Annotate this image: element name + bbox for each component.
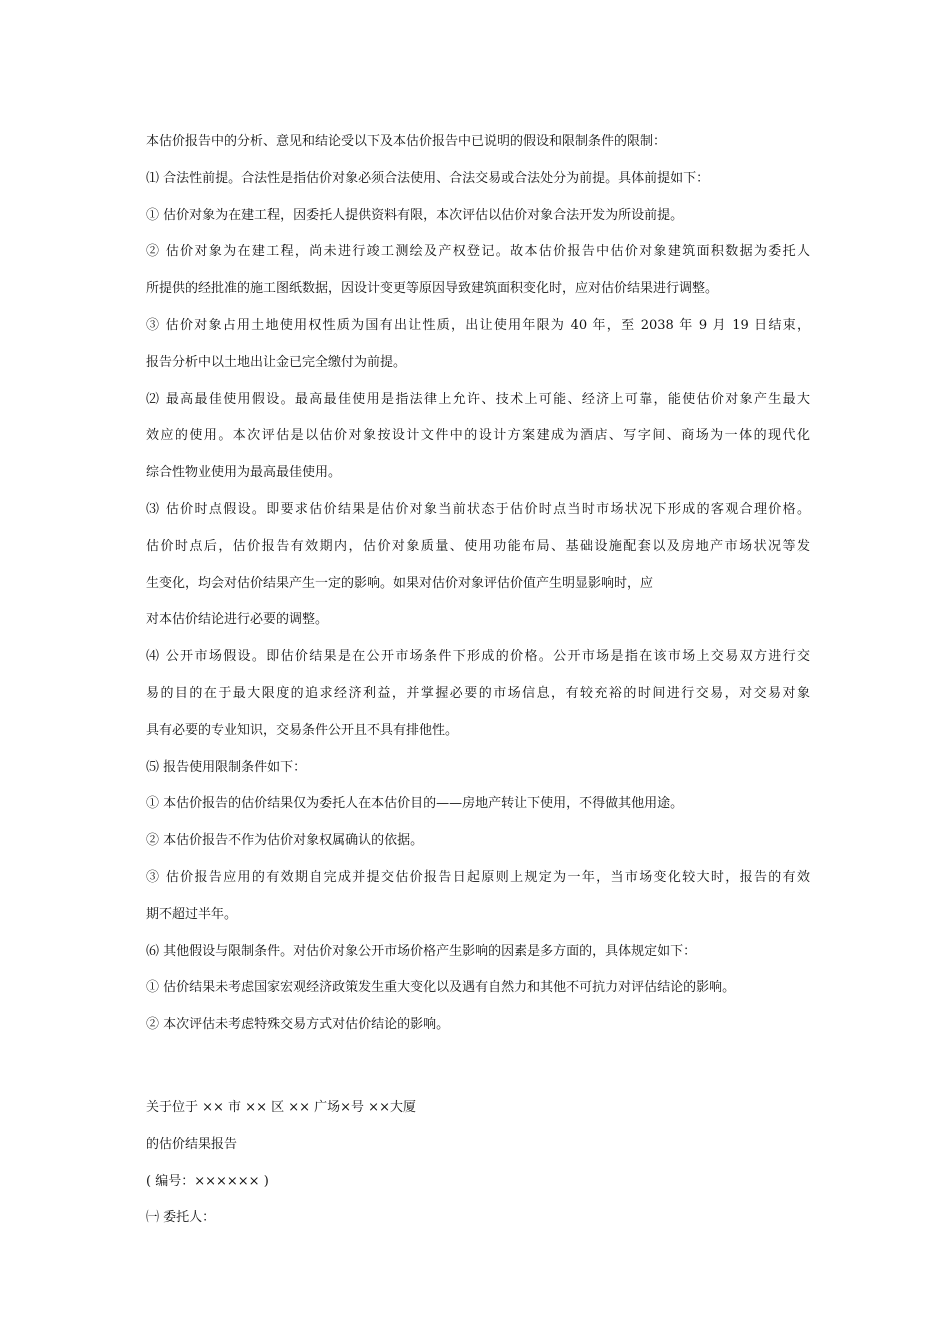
paragraph-line: ② 本估价报告不作为估价对象权属确认的依据。 [146,833,424,849]
paragraph-line: ⑸ 报告使用限制条件如下： [146,759,307,775]
paragraph-line: ① 估价结果未考虑国家宏观经济政策发生重大变化以及遇有自然力和其他不可抗力对评估结论的影响。 [146,980,736,996]
paragraph-line: 易的目的在于最大限度的追求经济利益，并掌握必要的市场信息，有较充裕的时间进行交易，对交易对象 [146,685,810,701]
paragraph-line: ② 本次评估未考虑特殊交易方式对估价结论的影响。 [146,1017,450,1033]
paragraph-line: 生变化，均会对估价结果产生一定的影响。如果对估价对象评估价值产生明显影响时，应 [146,575,654,591]
paragraph-line: 所提供的经批准的施工图纸数据，因设计变更等原因导致建筑面积变化时，应对估价结果进行调整。 [146,281,719,297]
paragraph-line: 效应的使用。本次评估是以估价对象按设计文件中的设计方案建成为酒店、写字间、商场为一体的现代化 [146,428,810,444]
paragraph-line: ② 估价对象为在建工程，尚未进行竣工测绘及产权登记。故本估价报告中估价对象建筑面积数据为委托人 [146,244,810,260]
paragraph-line: 综合性物业使用为最高最佳使用。 [146,465,342,481]
paragraph-line: 期不超过半年。 [146,906,238,922]
report-title-line-2: 的估价结果报告 [146,1136,238,1152]
paragraph-line: ⑴ 合法性前提。合法性是指估价对象必须合法使用、合法交易或合法处分为前提。具体前提如下： [146,170,710,186]
paragraph-line: 估价时点后，估价报告有效期内，估价对象质量、使用功能布局、基础设施配套以及房地产市场状况等发 [146,538,810,554]
intro-paragraph: 本估价报告中的分析、意见和结论受以下及本估价报告中已说明的假设和限制条件的限制： [146,134,667,149]
paragraph-line: 具有必要的专业知识，交易条件公开且不具有排他性。 [146,722,459,738]
paragraph-line: ① 本估价报告的估价结果仅为委托人在本估价目的——房地产转让下使用，不得做其他用途。 [146,796,684,812]
report-title-line-1: 关于位于 ×× 市 ×× 区 ×× 广场×号 ××大厦 [146,1100,416,1115]
section-client-heading: ㈠ 委托人： [146,1210,216,1226]
paragraph-line: ⑵ 最高最佳使用假设。最高最佳使用是指法律上允许、技术上可能、经济上可靠，能使估价对象产生最大 [146,391,810,407]
paragraph-line: ⑹ 其他假设与限制条件。对估价对象公开市场价格产生影响的因素是多方面的，具体规定如下： [146,943,697,959]
report-header [146,1090,810,1237]
paragraph-line: ⑷ 公开市场假设。即估价结果是在公开市场条件下形成的价格。公开市场是指在该市场上交易双方进行交 [146,649,810,665]
assumptions-section [146,124,810,1044]
paragraph-line: ① 估价对象为在建工程，因委托人提供资料有限，本次评估以估价对象合法开发为所设前提。 [146,207,684,223]
report-number: ( 编号：×××××× ) [146,1173,269,1189]
paragraph-line: ⑶ 估价时点假设。即要求估价结果是估价对象当前状态于估价时点当时市场状况下形成的客观合理价格。 [146,501,810,517]
paragraph-line: ③ 估价对象占用土地使用权性质为国有出让性质，出让使用年限为 40 年，至 2038 年 9 月 19 日结束， [146,317,810,333]
paragraph-line: 报告分析中以土地出让金已完全缴付为前提。 [146,354,407,370]
paragraph-line: 对本估价结论进行必要的调整。 [146,612,329,628]
paragraph-line: ③ 估价报告应用的有效期自完成并提交估价报告日起原则上规定为一年，当市场变化较大时，报告的有效 [146,869,810,885]
